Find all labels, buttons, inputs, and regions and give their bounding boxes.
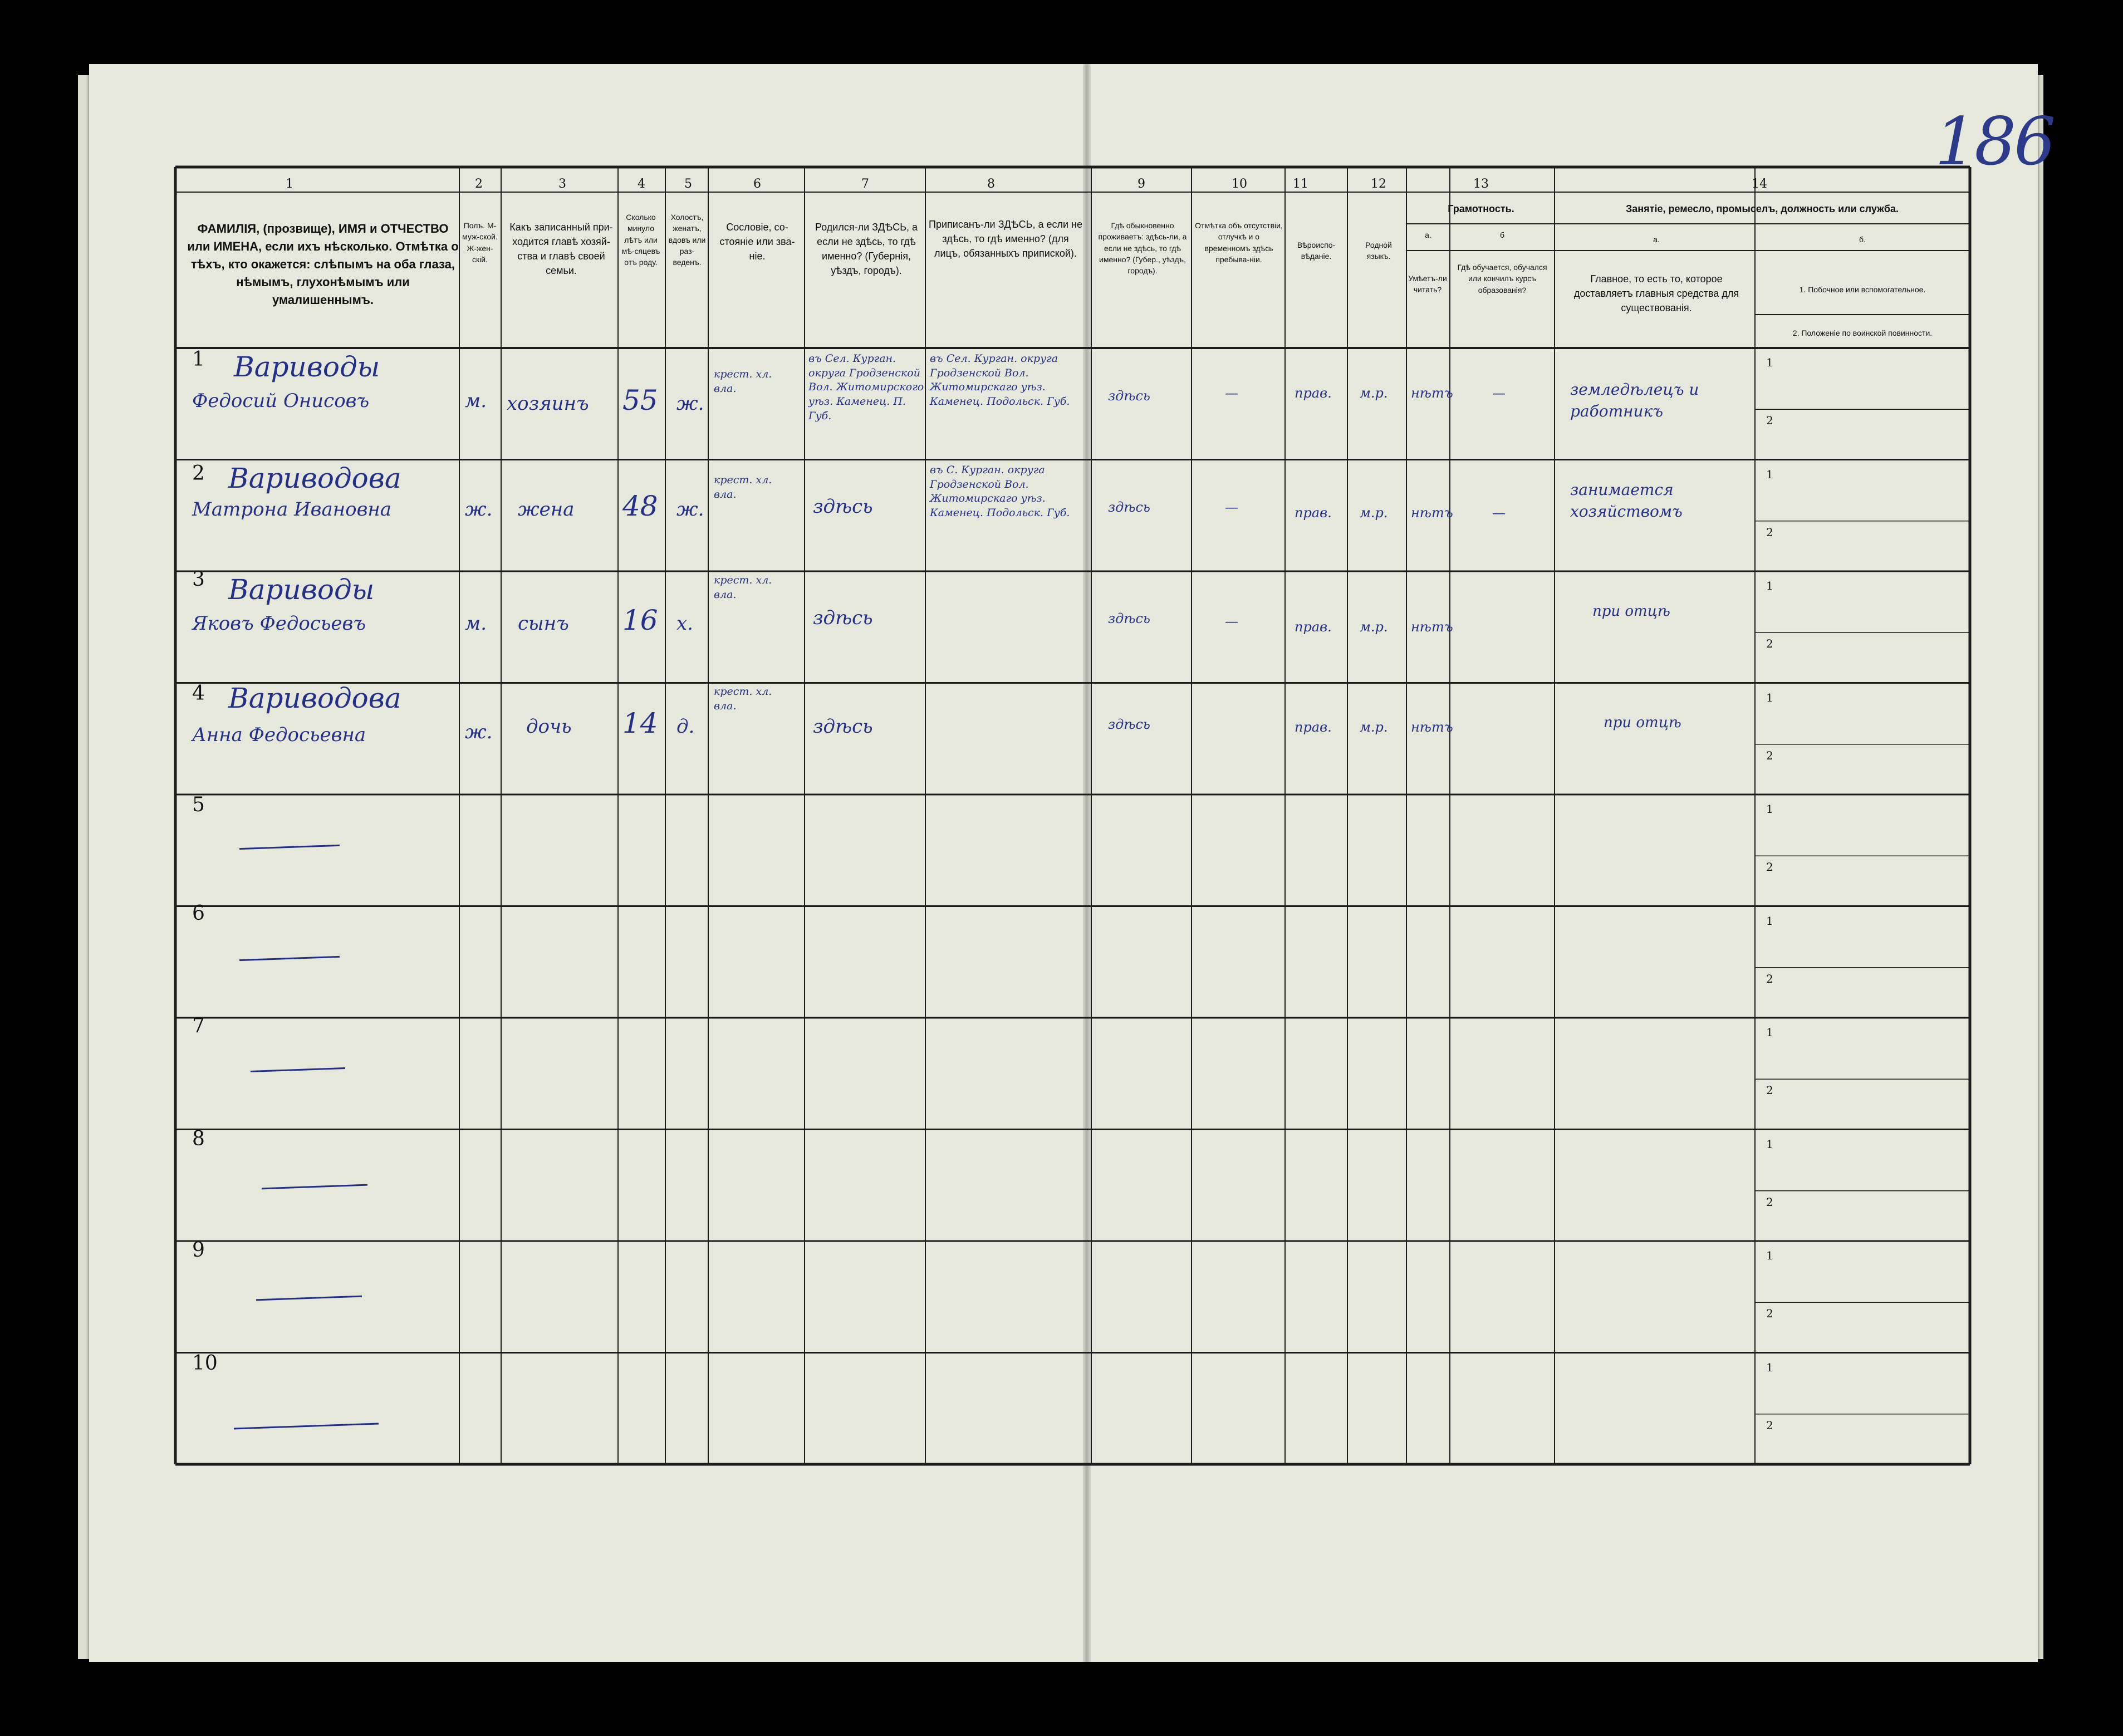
entry-given: Анна Федосьевна — [192, 724, 366, 746]
entry-religion: прав. — [1295, 505, 1332, 521]
col-number: 7 — [861, 177, 869, 191]
entry-occupation: при отцѣ — [1604, 714, 1681, 731]
header-col13a-label: а. — [1425, 231, 1431, 239]
sub-label: 1 — [1766, 1360, 1773, 1374]
sub-label: 1 — [1766, 467, 1773, 481]
entry-residence: здѣсь — [1108, 499, 1150, 515]
header-col14: Занятіе, ремесло, промыселъ, должность или служба. — [1625, 203, 1899, 214]
entry-religion: прав. — [1295, 719, 1332, 735]
header-col9: Гдѣ обыкновенно проживаетъ: здѣсь-ли, а если не здѣсь, то гдѣ именно? (Губер., уѣздъ, городъ). — [1098, 221, 1187, 276]
entry-relation: жена — [518, 498, 575, 521]
row-number: 6 — [192, 902, 205, 925]
entry-given: Матрона Ивановна — [192, 498, 392, 521]
entry-religion: прав. — [1295, 385, 1332, 401]
col-number: 11 — [1293, 177, 1308, 191]
entry-sex: ж. — [465, 721, 493, 743]
entry-age: 14 — [622, 707, 658, 739]
entry-born: въ Сел. Курган. округа Гродзенской Вол. Житомирского уѣз. Каменец. П. Губ. — [808, 352, 924, 422]
sub-label: 2 — [1766, 1307, 1773, 1321]
entry-estate: крест. хл. вла. — [714, 574, 772, 601]
row-number: 1 — [192, 348, 205, 371]
header-col13b: Гдѣ обучается, обучался или кончилъ курсъ образованія? — [1457, 263, 1547, 295]
header-col14b-label: б. — [1859, 235, 1866, 244]
entry-literate: нѣтъ — [1411, 385, 1453, 401]
sub-label: 2 — [1766, 1418, 1773, 1432]
sub-label: 1 — [1766, 1249, 1773, 1262]
entry-sex: м. — [465, 612, 487, 635]
header-col12: Родной языкъ. — [1365, 241, 1392, 261]
entry-literate: нѣтъ — [1411, 719, 1453, 735]
sub-label: 1 — [1766, 802, 1773, 816]
entry-residence: здѣсь — [1108, 388, 1150, 404]
entry-language: м.р. — [1360, 619, 1388, 635]
sub-label: 2 — [1766, 525, 1773, 539]
entry-religion: прав. — [1295, 619, 1332, 635]
entry-registered: въ Сел. Курган. округа Гродзенской Вол. Житомирскаго уѣз. Каменец. Подольск. Губ. — [930, 352, 1070, 408]
sub-label: 1 — [1766, 356, 1773, 369]
entry-given: Федосий Онисовъ — [192, 390, 370, 412]
sub-label: 2 — [1766, 860, 1773, 874]
sub-label: 2 — [1766, 1195, 1773, 1209]
entry-age: 48 — [622, 490, 658, 522]
row-number: 7 — [192, 1014, 205, 1037]
col-number: 3 — [558, 177, 566, 191]
entry-marital: ж. — [676, 498, 704, 521]
header-col13b-label: б — [1499, 231, 1505, 239]
entry-born: здѣсь — [813, 715, 873, 738]
entry-absence: — — [1225, 614, 1238, 629]
entry-residence: здѣсь — [1108, 717, 1150, 732]
entry-given: Яковъ Федосьевъ — [192, 612, 366, 635]
entry-occupation: занимается хозяйствомъ — [1570, 480, 1683, 521]
col-number: 6 — [753, 177, 761, 191]
entry-literate: нѣтъ — [1411, 505, 1453, 521]
header-col8: Приписанъ-ли ЗДѢСЬ, а если не здѣсь, то гдѣ именно? (для лицъ, обязанныхъ припиской). — [929, 219, 1082, 259]
entry-relation: сынъ — [518, 612, 569, 635]
entry-estate: крест. хл. вла. — [714, 474, 772, 501]
entry-marital: д. — [676, 715, 695, 738]
row-number: 4 — [192, 682, 205, 705]
col-number: 5 — [684, 177, 692, 191]
header-col14a-label: а. — [1653, 235, 1660, 244]
entry-surname: Вариводы — [228, 573, 375, 606]
entry-age: 16 — [622, 604, 658, 636]
entry-age: 55 — [622, 384, 658, 416]
header-col11: Вѣроиспо-вѣданіе. — [1297, 241, 1336, 261]
entry-language: м.р. — [1360, 719, 1388, 735]
sub-label: 1 — [1766, 914, 1773, 928]
page-number: 186 — [1935, 103, 2054, 180]
col-number: 9 — [1138, 177, 1145, 191]
entry-relation: хозяинъ — [507, 393, 589, 415]
header-col2: Полъ. М-муж-ской. Ж-жен-скій. — [462, 221, 498, 264]
col-number: 4 — [638, 177, 645, 191]
sub-label: 1 — [1766, 690, 1773, 704]
sub-label: 2 — [1766, 972, 1773, 985]
header-col5: Холостъ, женатъ, вдовъ или раз-веденъ. — [668, 213, 706, 267]
header-col4: Сколько минуло лѣтъ или мѣ-сяцевъ отъ роду. — [621, 213, 660, 267]
col-number: 2 — [475, 177, 483, 191]
row-number: 10 — [192, 1352, 218, 1375]
entry-absence: — — [1225, 385, 1238, 401]
row-number: 5 — [192, 793, 205, 816]
entry-surname: Вариводы — [234, 351, 380, 383]
entry-language: м.р. — [1360, 385, 1388, 401]
entry-estate: крест. хл. вла. — [714, 685, 772, 712]
header-col7: Родился-ли ЗДѢСЬ, а если не здѣсь, то гдѣ именно? (Губернія, уѣздъ, городъ). — [815, 222, 918, 277]
row-number: 8 — [192, 1127, 205, 1150]
header-col14b1: 1. Побочное или вспомогательное. — [1799, 285, 1926, 294]
entry-occupation: земледѣлецъ и работникъ — [1570, 380, 1699, 421]
entry-estate: крест. хл. вла. — [714, 368, 772, 395]
sub-label: 1 — [1766, 1026, 1773, 1039]
sub-label: 2 — [1766, 414, 1773, 428]
entry-marital: ж. — [676, 393, 704, 415]
col-number: 12 — [1371, 177, 1386, 191]
header-col3: Какъ записанный при-ходится главѣ хозяй-ства и главѣ своей семьи. — [509, 222, 613, 277]
col-number: 1 — [286, 177, 293, 191]
header-col14b2: 2. Положеніе по воинской повинности. — [1792, 328, 1933, 337]
entry-surname: Вариводова — [228, 682, 401, 714]
col-number: 10 — [1232, 177, 1247, 191]
row-number: 2 — [192, 462, 205, 485]
entry-literate: нѣтъ — [1411, 619, 1453, 635]
entry-relation: дочь — [526, 715, 572, 738]
entry-education: — — [1492, 385, 1506, 401]
header-col6: Сословіе, со-стояніе или зва-ніе. — [719, 222, 795, 262]
sub-label: 1 — [1766, 579, 1773, 592]
col-number: 13 — [1473, 177, 1489, 191]
col-number: 8 — [987, 177, 995, 191]
header-col10: Отмѣтка объ отсутствіи, отлучкѣ и о временномъ здѣсь пребыва-ніи. — [1195, 221, 1283, 264]
header-col13a: Умѣетъ-ли читать? — [1408, 274, 1447, 295]
entry-residence: здѣсь — [1108, 611, 1150, 626]
sub-label: 2 — [1766, 748, 1773, 762]
entry-born: здѣсь — [813, 607, 873, 629]
header-col1: ФАМИЛІЯ, (прозвище), ИМЯ и ОТЧЕСТВО или ИМЕНА, если ихъ нѣсколько. Отмѣтка о тѣхъ, кто окажется: слѣпымъ на оба глаза, нѣмымъ, глухонѣмымъ или умалишеннымъ. — [187, 222, 459, 307]
entry-registered: въ С. Курган. округа Гродзенской Вол. Житомирскаго уѣз. Каменец. Подольск. Губ. — [930, 464, 1070, 519]
row-number: 9 — [192, 1239, 205, 1262]
sub-label: 2 — [1766, 637, 1773, 651]
entry-language: м.р. — [1360, 505, 1388, 521]
entry-born: здѣсь — [813, 496, 873, 518]
entry-marital: х. — [676, 612, 693, 635]
entry-absence: — — [1225, 499, 1238, 515]
row-number: 3 — [192, 568, 205, 591]
entry-surname: Вариводова — [228, 462, 401, 494]
header-col14a: Главное, то есть то, которое доставляетъ главныя средства для существованія. — [1573, 273, 1739, 314]
entry-occupation: при отцѣ — [1592, 603, 1670, 620]
entry-sex: м. — [465, 390, 487, 412]
header-col13: Грамотность. — [1448, 203, 1514, 214]
entry-sex: ж. — [465, 498, 493, 521]
col-number: 14 — [1752, 177, 1767, 191]
sub-label: 1 — [1766, 1137, 1773, 1151]
sub-label: 2 — [1766, 1083, 1773, 1097]
entry-education: — — [1492, 505, 1506, 521]
